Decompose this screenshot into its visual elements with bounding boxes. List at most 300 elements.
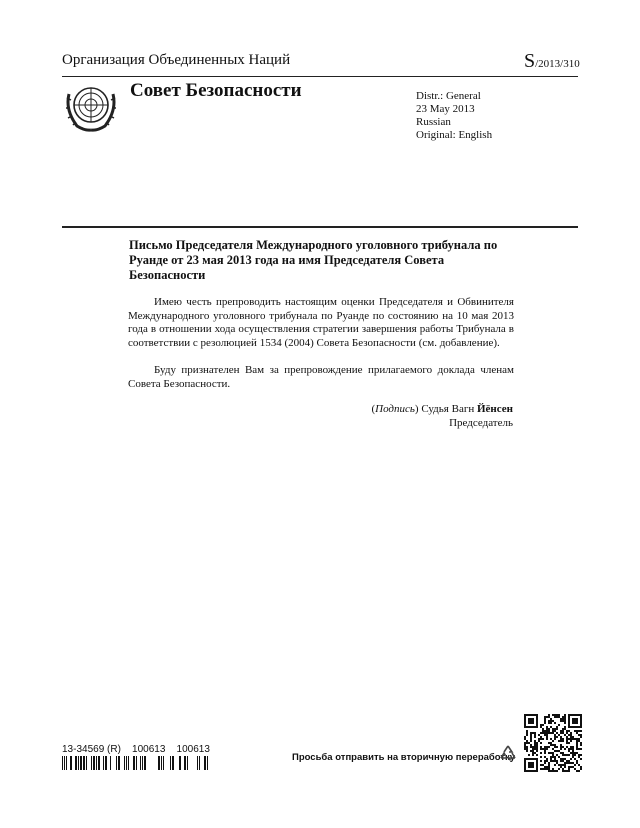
qr-module [560, 720, 562, 722]
qr-module [560, 738, 562, 740]
qr-module [580, 736, 582, 738]
qr-module [560, 764, 562, 766]
qr-module [524, 720, 526, 722]
qr-module [548, 752, 550, 754]
qr-module [580, 744, 582, 746]
qr-module [536, 724, 538, 726]
qr-module [530, 726, 532, 728]
qr-module [532, 754, 534, 756]
qr-module [562, 760, 564, 762]
qr-module [578, 754, 580, 756]
barcode-bar [96, 756, 97, 770]
qr-module [534, 744, 536, 746]
qr-module [530, 718, 532, 720]
qr-module [542, 732, 544, 734]
qr-module [558, 714, 560, 716]
qr-module [530, 770, 532, 772]
qr-module [532, 762, 534, 764]
qr-module [528, 770, 530, 772]
qr-module [540, 764, 542, 766]
qr-module [528, 758, 530, 760]
qr-module [544, 760, 546, 762]
qr-module [538, 734, 540, 736]
qr-module [528, 714, 530, 716]
qr-module [568, 770, 570, 772]
qr-module [562, 738, 564, 740]
qr-module [558, 724, 560, 726]
qr-module [558, 756, 560, 758]
qr-module [570, 740, 572, 742]
qr-module [554, 756, 556, 758]
qr-module [562, 728, 564, 730]
qr-module [524, 762, 526, 764]
qr-module [530, 732, 532, 734]
barcode-bar [172, 756, 174, 770]
qr-module [570, 758, 572, 760]
qr-module [526, 750, 528, 752]
qr-module [576, 718, 578, 720]
qr-module [550, 752, 552, 754]
qr-module [540, 738, 542, 740]
qr-module [572, 738, 574, 740]
qr-module [536, 720, 538, 722]
qr-module [546, 730, 548, 732]
un-emblem-icon [63, 80, 119, 134]
qr-module [552, 720, 554, 722]
qr-module [526, 730, 528, 732]
barcode-bar [197, 756, 198, 770]
barcode-bar [199, 756, 200, 770]
qr-module [530, 734, 532, 736]
symbol-letter: S [524, 50, 536, 72]
qr-module [536, 760, 538, 762]
qr-module [532, 750, 534, 752]
qr-module [524, 736, 526, 738]
qr-module [556, 750, 558, 752]
qr-module [542, 730, 544, 732]
qr-module [536, 762, 538, 764]
qr-module [546, 746, 548, 748]
qr-module [550, 718, 552, 720]
distr-line: Russian [416, 116, 451, 128]
qr-module [536, 750, 538, 752]
qr-module [566, 754, 568, 756]
qr-module [542, 748, 544, 750]
qr-module [568, 726, 570, 728]
qr-module [554, 738, 556, 740]
qr-module [576, 738, 578, 740]
signature-block [300, 402, 513, 430]
qr-module [536, 718, 538, 720]
qr-module [524, 742, 526, 744]
qr-module [534, 752, 536, 754]
qr-module [564, 754, 566, 756]
barcode-bar [66, 756, 67, 770]
qr-module [534, 732, 536, 734]
qr-module [550, 756, 552, 758]
qr-module [524, 714, 526, 716]
barcode-bar [93, 756, 95, 770]
qr-module [578, 764, 580, 766]
qr-module [530, 714, 532, 716]
qr-module [574, 738, 576, 740]
qr-module [530, 758, 532, 760]
qr-module [576, 752, 578, 754]
qr-module [532, 726, 534, 728]
qr-module [556, 714, 558, 716]
qr-module [548, 766, 550, 768]
council-name: Совет Безопасности [130, 80, 302, 101]
qr-module [546, 734, 548, 736]
signed-label: Подпись [375, 403, 415, 415]
signature-line: (Подпись) Судья Вагн Йёнсен [371, 403, 513, 415]
qr-module [540, 736, 542, 738]
qr-module [530, 720, 532, 722]
qr-module [580, 730, 582, 732]
qr-module [560, 740, 562, 742]
qr-module [566, 762, 568, 764]
qr-module [544, 748, 546, 750]
qr-module [560, 758, 562, 760]
qr-module [552, 728, 554, 730]
qr-module [554, 728, 556, 730]
qr-module [578, 714, 580, 716]
qr-module [564, 734, 566, 736]
qr-module [574, 752, 576, 754]
qr-module [532, 722, 534, 724]
qr-module [570, 736, 572, 738]
qr-module [548, 762, 550, 764]
qr-module [546, 716, 548, 718]
qr-module [532, 718, 534, 720]
qr-module [528, 726, 530, 728]
qr-module [558, 750, 560, 752]
qr-module [554, 716, 556, 718]
qr-module [554, 758, 556, 760]
qr-module [548, 770, 550, 772]
qr-module [532, 758, 534, 760]
qr-module [542, 728, 544, 730]
qr-module [556, 760, 558, 762]
qr-module [530, 738, 532, 740]
qr-module [552, 760, 554, 762]
barcode-bar [116, 756, 117, 770]
barcode-bar [103, 756, 104, 770]
signer-surname: Йёнсен [476, 403, 513, 415]
qr-module [574, 722, 576, 724]
qr-module [564, 728, 566, 730]
qr-module [556, 746, 558, 748]
qr-module [526, 758, 528, 760]
qr-module [552, 748, 554, 750]
qr-module [564, 748, 566, 750]
qr-module [578, 726, 580, 728]
qr-module [562, 716, 564, 718]
qr-module [572, 722, 574, 724]
qr-module [530, 750, 532, 752]
qr-module [576, 746, 578, 748]
qr-module [566, 760, 568, 762]
qr-module [562, 758, 564, 760]
barcode-bar [98, 756, 100, 770]
qr-module [536, 754, 538, 756]
qr-module [532, 746, 534, 748]
qr-module [568, 738, 570, 740]
qr-module [578, 734, 580, 736]
qr-module [528, 722, 530, 724]
qr-module [552, 740, 554, 742]
qr-module [546, 736, 548, 738]
qr-module [570, 762, 572, 764]
qr-module [568, 734, 570, 736]
qr-module [536, 748, 538, 750]
qr-module [554, 722, 556, 724]
qr-module [548, 746, 550, 748]
qr-module [574, 730, 576, 732]
qr-module [568, 722, 570, 724]
qr-module [552, 744, 554, 746]
qr-module [570, 748, 572, 750]
qr-module [546, 748, 548, 750]
qr-module [564, 770, 566, 772]
qr-module [532, 752, 534, 754]
qr-module [580, 768, 582, 770]
qr-module [536, 744, 538, 746]
symbol-number: /2013/310 [535, 58, 580, 70]
qr-module [560, 766, 562, 768]
qr-module [556, 762, 558, 764]
barcode-bar [70, 756, 72, 770]
qr-module [568, 716, 570, 718]
qr-module [552, 768, 554, 770]
qr-module [558, 716, 560, 718]
qr-module [552, 752, 554, 754]
qr-module [574, 720, 576, 722]
qr-module [580, 742, 582, 744]
qr-module [550, 732, 552, 734]
qr-module [536, 714, 538, 716]
qr-module [530, 744, 532, 746]
qr-module [534, 758, 536, 760]
qr-module [542, 724, 544, 726]
barcode-bar [161, 756, 162, 770]
qr-module [532, 720, 534, 722]
qr-module [530, 766, 532, 768]
qr-module [536, 758, 538, 760]
qr-module [532, 748, 534, 750]
qr-module [556, 716, 558, 718]
barcode-bar [170, 756, 171, 770]
qr-module [572, 726, 574, 728]
qr-module [548, 730, 550, 732]
qr-module [578, 748, 580, 750]
qr-module [564, 722, 566, 724]
qr-module [540, 724, 542, 726]
qr-module [544, 718, 546, 720]
qr-code [524, 714, 582, 772]
qr-module [528, 742, 530, 744]
qr-module [524, 746, 526, 748]
distr-line: 23 May 2013 [416, 103, 475, 115]
qr-module [554, 770, 556, 772]
barcode-bar [133, 756, 135, 770]
organization-name: Организация Объединенных Наций [62, 52, 291, 68]
qr-module [566, 770, 568, 772]
qr-module [526, 734, 528, 736]
qr-module [540, 756, 542, 758]
qr-module [532, 714, 534, 716]
qr-module [562, 732, 564, 734]
qr-module [572, 720, 574, 722]
qr-module [580, 734, 582, 736]
qr-module [530, 736, 532, 738]
qr-module [580, 718, 582, 720]
qr-module [566, 740, 568, 742]
recycle-icon [498, 744, 518, 764]
qr-module [564, 714, 566, 716]
qr-module [550, 760, 552, 762]
qr-module [532, 764, 534, 766]
qr-module [524, 748, 526, 750]
qr-module [546, 726, 548, 728]
qr-module [528, 762, 530, 764]
recycle-note: Просьба отправить на вторичную переработку [292, 752, 516, 763]
qr-module [574, 768, 576, 770]
qr-module [572, 762, 574, 764]
qr-module [532, 770, 534, 772]
qr-module [548, 768, 550, 770]
qr-module [572, 746, 574, 748]
qr-module [574, 764, 576, 766]
qr-module [546, 758, 548, 760]
letter-paragraph: Имею честь препроводить настоящим оценки Председателя и Обвинителя Международного уголовного трибунала по Руанде по состоянию на 10 мая 2013 года в отношении хода осуществления стратегии завершения работы Трибунала в соответствии с резолюцией 1534 (2004) Совета Безопасности (см. добавление). [128, 296, 514, 349]
qr-module [524, 766, 526, 768]
qr-module [524, 758, 526, 760]
qr-module [574, 754, 576, 756]
qr-module [546, 766, 548, 768]
qr-module [544, 734, 546, 736]
qr-module [564, 720, 566, 722]
qr-module [544, 766, 546, 768]
qr-module [572, 750, 574, 752]
qr-module [576, 720, 578, 722]
qr-module [566, 738, 568, 740]
barcode-bar [187, 756, 188, 770]
document-number: 13-34569 (R) 100613 100613 [62, 744, 210, 755]
qr-module [562, 754, 564, 756]
qr-module [554, 746, 556, 748]
barcode [62, 756, 208, 770]
barcode-bar [179, 756, 181, 770]
qr-module [524, 718, 526, 720]
qr-module [562, 740, 564, 742]
barcode-bar [126, 756, 127, 770]
qr-module [524, 768, 526, 770]
qr-module [550, 720, 552, 722]
qr-module [576, 762, 578, 764]
qr-module [524, 770, 526, 772]
qr-module [576, 770, 578, 772]
qr-module [554, 714, 556, 716]
qr-module [532, 766, 534, 768]
qr-module [570, 738, 572, 740]
barcode-bar [110, 756, 111, 770]
qr-module [546, 728, 548, 730]
qr-module [526, 740, 528, 742]
distr-line: Distr.: General [416, 90, 481, 102]
qr-module [558, 734, 560, 736]
qr-module [574, 758, 576, 760]
qr-module [534, 748, 536, 750]
qr-module [562, 730, 564, 732]
qr-module [530, 722, 532, 724]
barcode-bar [78, 756, 79, 770]
qr-module [544, 732, 546, 734]
qr-module [530, 764, 532, 766]
qr-module [536, 764, 538, 766]
qr-module [544, 768, 546, 770]
signer-prefix: Судья Вагн [421, 403, 475, 415]
qr-module [556, 736, 558, 738]
qr-module [572, 756, 574, 758]
qr-module [572, 718, 574, 720]
qr-module [576, 726, 578, 728]
qr-module [524, 738, 526, 740]
qr-module [564, 766, 566, 768]
qr-module [550, 742, 552, 744]
qr-module [560, 730, 562, 732]
qr-module [534, 740, 536, 742]
qr-module [564, 726, 566, 728]
qr-module [566, 742, 568, 744]
qr-module [526, 742, 528, 744]
qr-module [552, 770, 554, 772]
qr-module [576, 740, 578, 742]
qr-module [568, 760, 570, 762]
qr-module [556, 770, 558, 772]
section-rule [62, 226, 578, 228]
qr-module [552, 732, 554, 734]
qr-module [568, 742, 570, 744]
qr-module [556, 726, 558, 728]
qr-module [558, 768, 560, 770]
qr-module [528, 718, 530, 720]
qr-module [526, 746, 528, 748]
qr-module [572, 766, 574, 768]
qr-module [540, 742, 542, 744]
qr-module [544, 716, 546, 718]
distribution-block [416, 90, 492, 142]
qr-module [534, 746, 536, 748]
barcode-bar [140, 756, 141, 770]
qr-module [550, 744, 552, 746]
qr-module [552, 714, 554, 716]
qr-module [544, 746, 546, 748]
qr-module [570, 714, 572, 716]
qr-module [548, 742, 550, 744]
qr-module [526, 726, 528, 728]
document-symbol [524, 50, 580, 73]
qr-module [576, 714, 578, 716]
qr-module [540, 746, 542, 748]
qr-module [572, 754, 574, 756]
qr-module [570, 734, 572, 736]
qr-module [538, 740, 540, 742]
qr-module [568, 762, 570, 764]
qr-module [578, 730, 580, 732]
qr-module [550, 738, 552, 740]
qr-module [536, 716, 538, 718]
